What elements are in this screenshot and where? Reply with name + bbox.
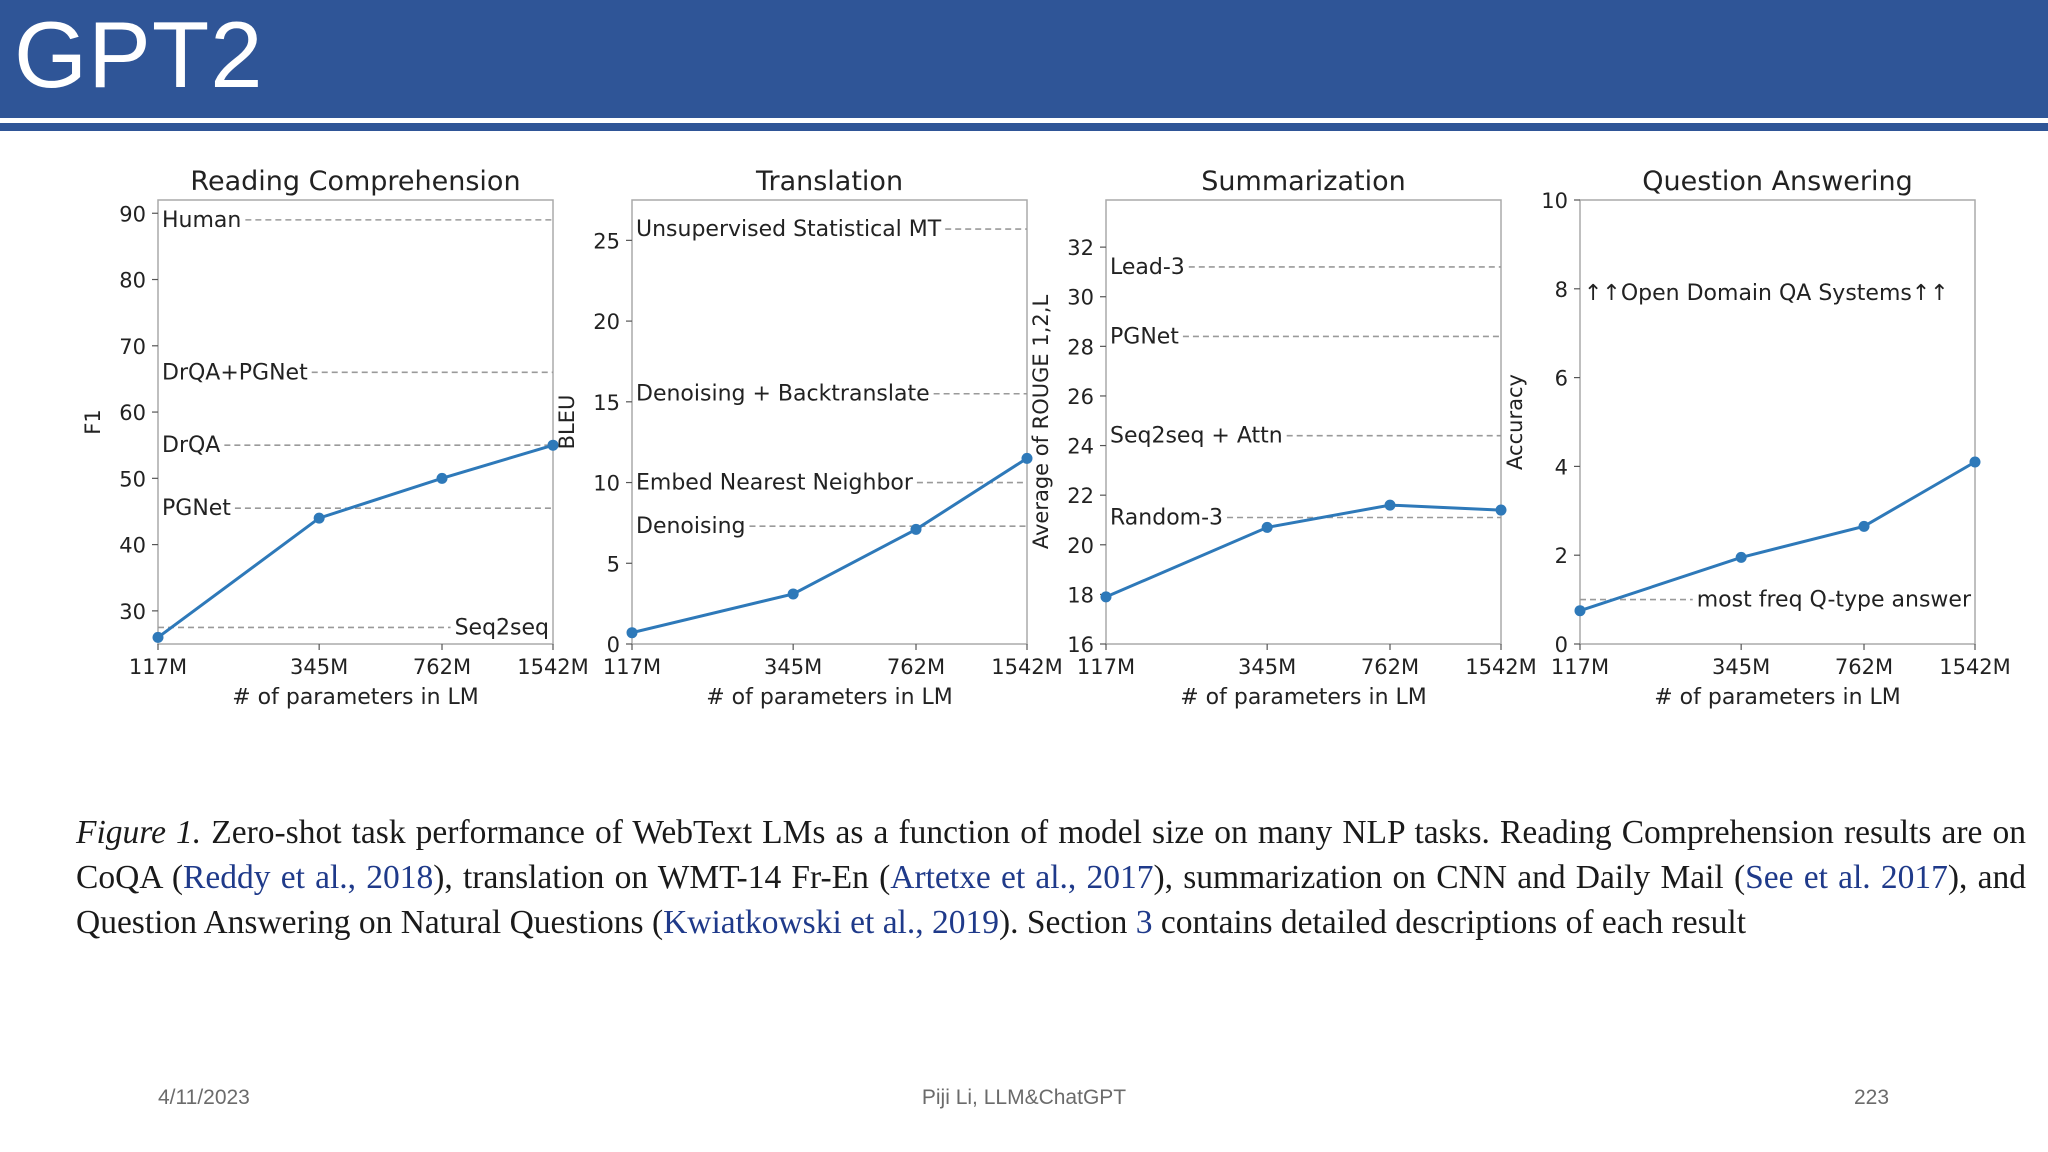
summarization-y-tick-label: 30 (1067, 285, 1094, 310)
reading-comprehension-plot-frame (158, 200, 553, 644)
question-answering-baseline-label-most-freq-q-type-answer: most freq Q-type answer (1696, 587, 1971, 613)
reading-comprehension-data-point (437, 473, 448, 484)
summarization-baseline-label-lead-3: Lead-3 (1110, 254, 1185, 280)
reading-comprehension-y-tick-label: 40 (119, 533, 146, 558)
reading-comprehension-series-line (158, 445, 553, 637)
question-answering-y-tick-label: 2 (1554, 544, 1568, 569)
translation-data-point (788, 588, 799, 599)
question-answering-data-point (1970, 456, 1981, 467)
summarization-data-point (1101, 591, 1112, 602)
summarization-y-tick-label: 26 (1067, 384, 1094, 409)
citation-link-reddy[interactable]: Reddy et al., 2018 (183, 859, 434, 896)
reading-comprehension-baseline-label-drqa: DrQA (162, 433, 221, 459)
footer-date: 4/11/2023 (158, 1086, 250, 1109)
summarization-y-tick-label: 28 (1067, 335, 1094, 360)
question-answering-x-tick-label: 762M (1834, 655, 1894, 679)
question-answering-plot-frame (1580, 200, 1975, 644)
summarization-data-point (1385, 500, 1396, 511)
translation-baseline-label-denoising-backtranslate: Denoising + Backtranslate (636, 381, 930, 407)
translation-y-tick-label: 25 (593, 229, 620, 254)
translation-x-tick-label: 117M (602, 655, 662, 679)
translation-baseline-label-unsupervised-statistical-mt: Unsupervised Statistical MT (636, 217, 942, 243)
question-answering-x-tick-label: 1542M (1939, 655, 2011, 679)
summarization-y-tick-label: 32 (1067, 236, 1094, 261)
question-answering-baseline-label-open-domain-qa-systems: ↑↑Open Domain QA Systems↑↑ (1584, 281, 1949, 307)
summarization-baseline-label-pgnet: PGNet (1110, 324, 1179, 350)
translation-y-tick-label: 10 (593, 471, 620, 496)
section-link[interactable]: 3 (1135, 904, 1153, 941)
translation-y-tick-label: 20 (593, 310, 620, 335)
translation-x-axis-label: # of parameters in LM (706, 685, 953, 710)
slide-title: GPT2 (14, 2, 264, 107)
citation-link-artetxe[interactable]: Artetxe et al., 2017 (890, 859, 1154, 896)
summarization-y-tick-label: 18 (1067, 583, 1094, 608)
caption-text-4: ), and Question Answering on Natural Questions ( (76, 859, 2026, 941)
reading-comprehension-data-point (314, 513, 325, 524)
reading-comprehension-y-tick-label: 90 (119, 202, 146, 227)
summarization-x-tick-label: 762M (1360, 655, 1420, 679)
footer-author: Piji Li, LLM&ChatGPT (921, 1086, 1127, 1109)
question-answering-data-point (1575, 605, 1586, 616)
reading-comprehension-x-tick-label: 1542M (517, 655, 589, 679)
translation-baseline-label-embed-nearest-neighbor: Embed Nearest Neighbor (636, 470, 913, 496)
reading-comprehension-x-axis-label: # of parameters in LM (232, 685, 479, 710)
caption-text-6: contains detailed descriptions of each result (1152, 904, 1747, 941)
summarization-x-axis-label: # of parameters in LM (1180, 685, 1427, 710)
caption-text-3: ), summarization on CNN and Daily Mail ( (1153, 859, 1746, 896)
translation-chart-title: Translation (755, 166, 904, 197)
summarization-y-tick-label: 22 (1067, 484, 1094, 509)
caption-text-2: ), translation on WMT-14 Fr-En ( (433, 859, 891, 896)
question-answering-y-tick-label: 6 (1554, 366, 1568, 391)
question-answering-x-tick-label: 117M (1550, 655, 1610, 679)
reading-comprehension-y-tick-label: 80 (119, 268, 146, 293)
title-bar (0, 0, 2048, 118)
translation-baseline-label-denoising: Denoising (636, 514, 746, 540)
summarization-x-tick-label: 1542M (1465, 655, 1537, 679)
reading-comprehension-data-point (153, 632, 164, 643)
summarization-y-tick-label: 16 (1067, 633, 1094, 657)
reading-comprehension-y-tick-label: 50 (119, 467, 146, 492)
reading-comprehension-baseline-label-human: Human (162, 207, 242, 233)
caption-text-1: Zero-shot task performance of WebText LMs as a function of model size on many NLP tasks. Reading Comprehension results are on CoQA ( (76, 814, 2027, 896)
citation-link-kwiatkowski[interactable]: Kwiatkowski et al., 2019 (663, 904, 999, 941)
summarization-data-point (1496, 505, 1507, 516)
reading-comprehension-y-tick-label: 30 (119, 599, 146, 624)
reading-comprehension-y-tick-label: 70 (119, 334, 146, 359)
translation-y-axis-label: BLEU (555, 394, 579, 450)
summarization-x-tick-label: 345M (1238, 655, 1297, 679)
reading-comprehension-y-tick-label: 60 (119, 401, 146, 426)
summarization-data-point (1262, 522, 1273, 533)
translation-y-tick-label: 0 (606, 633, 620, 657)
reading-comprehension-y-axis-label: F1 (81, 409, 105, 435)
question-answering-chart-title: Question Answering (1642, 166, 1913, 197)
question-answering-x-axis-label: # of parameters in LM (1654, 685, 1901, 710)
title-rule (0, 123, 2048, 131)
summarization-x-tick-label: 117M (1076, 655, 1136, 679)
question-answering-data-point (1859, 521, 1870, 532)
footer-page-number: 223 (1854, 1086, 1890, 1109)
translation-x-tick-label: 345M (764, 655, 823, 679)
reading-comprehension-baseline-label-pgnet: PGNet (162, 496, 231, 522)
reading-comprehension-chart-title: Reading Comprehension (190, 166, 521, 197)
translation-x-tick-label: 762M (886, 655, 946, 679)
question-answering-y-tick-label: 10 (1541, 189, 1568, 213)
reading-comprehension-x-tick-label: 762M (412, 655, 472, 679)
reading-comprehension-baseline-label-seq2seq: Seq2seq (454, 615, 549, 641)
reading-comprehension-x-tick-label: 345M (290, 655, 349, 679)
summarization-y-tick-label: 24 (1067, 434, 1094, 459)
summarization-y-axis-label: Average of ROUGE 1,2,L (1029, 294, 1053, 550)
question-answering-y-tick-label: 0 (1554, 633, 1568, 657)
reading-comprehension-baseline-label-drqa-pgnet: DrQA+PGNet (162, 360, 308, 386)
caption-text-5: ). Section (999, 904, 1136, 941)
caption-lead: Figure 1. (76, 814, 202, 851)
question-answering-data-point (1736, 552, 1747, 563)
figure-charts (0, 140, 2048, 740)
question-answering-y-axis-label: Accuracy (1503, 374, 1527, 470)
translation-data-point (911, 524, 922, 535)
summarization-y-tick-label: 20 (1067, 533, 1094, 558)
translation-plot-frame (632, 200, 1027, 644)
summarization-chart-title: Summarization (1201, 166, 1406, 197)
question-answering-y-tick-label: 4 (1554, 455, 1568, 480)
summarization-baseline-label-seq2seq-attn: Seq2seq + Attn (1110, 423, 1283, 449)
translation-y-tick-label: 5 (606, 552, 620, 577)
translation-x-tick-label: 1542M (991, 655, 1063, 679)
citation-link-see[interactable]: See et al. 2017 (1745, 859, 1948, 896)
summarization-baseline-label-random-3: Random-3 (1110, 505, 1224, 531)
question-answering-y-tick-label: 8 (1554, 277, 1568, 302)
reading-comprehension-x-tick-label: 117M (128, 655, 188, 679)
question-answering-x-tick-label: 345M (1712, 655, 1771, 679)
translation-data-point (627, 627, 638, 638)
translation-y-tick-label: 15 (593, 390, 620, 415)
figure-caption (76, 810, 2026, 945)
